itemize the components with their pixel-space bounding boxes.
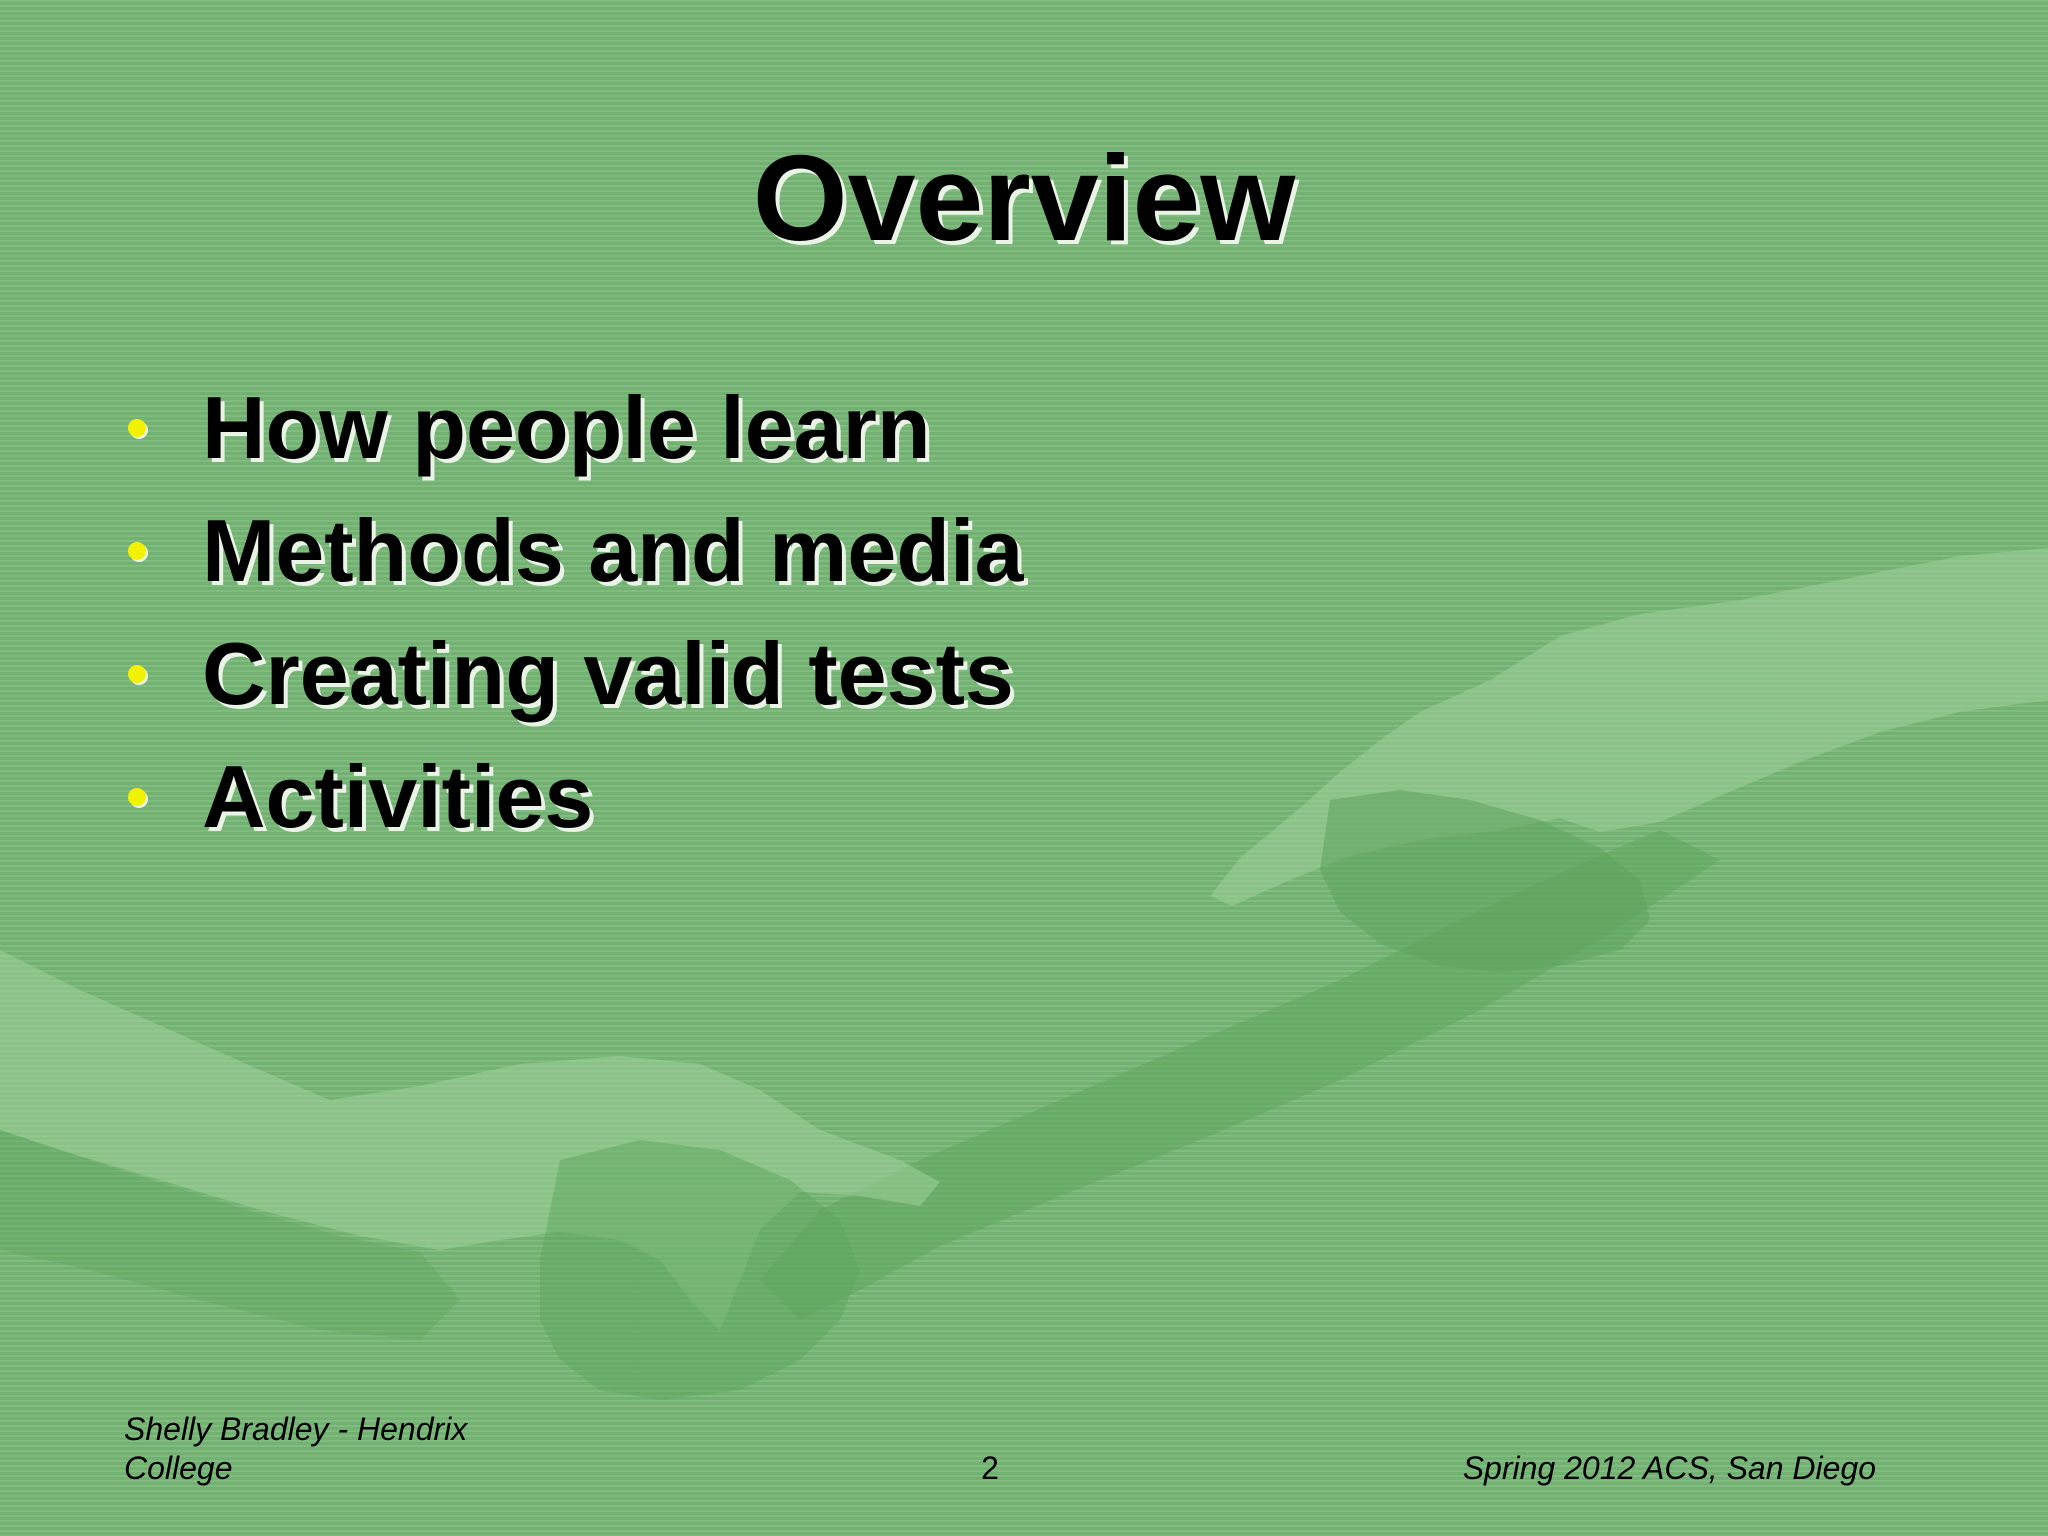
bullet-list [122,366,1023,858]
slide-title: Overview [752,130,1296,266]
bullet-item [122,366,1023,489]
forearm-shape [760,830,1720,1320]
bullet-dot-icon [128,542,146,560]
footer-author: Shelly Bradley - Hendrix College [124,1411,468,1486]
footer-event: Spring 2012 ACS, San Diego [1462,1450,1876,1486]
bullet-text: How people learn [202,378,931,477]
bullet-item [122,612,1023,735]
bullet-text: Methods and media [202,501,1024,600]
bullet-item [122,489,1023,612]
bullet-text: Activities [202,747,594,846]
bullet-item [122,735,1023,858]
slide-number: 2 [981,1450,999,1486]
bullet-text: Creating valid tests [202,624,1014,723]
bullet-dot-icon [128,788,146,806]
bullet-dot-icon [128,419,146,437]
bullet-dot-icon [128,665,146,683]
